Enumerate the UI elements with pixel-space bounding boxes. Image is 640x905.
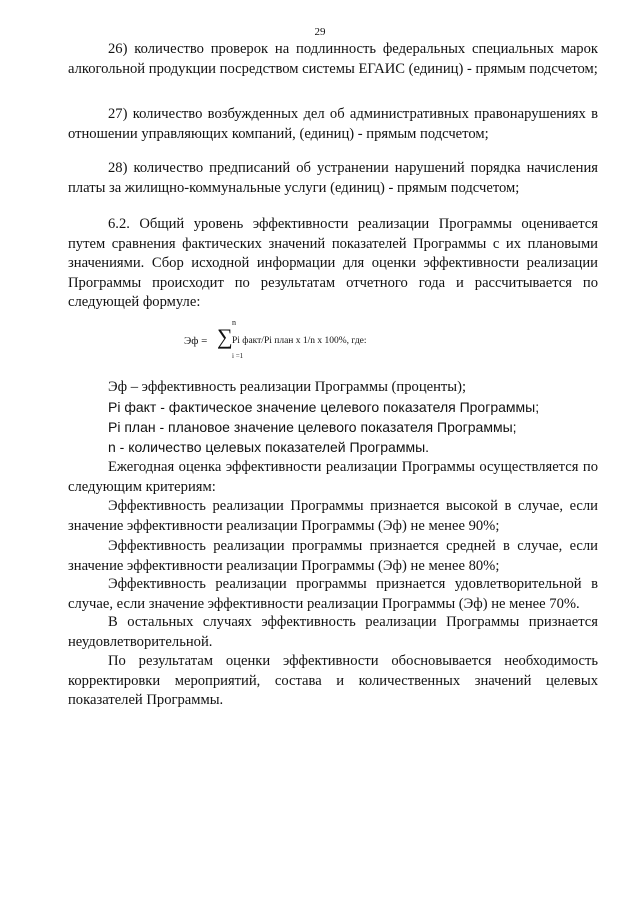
criterion-satisfactory: Эффективность реализации программы признается удовлетворительной в случае, если значение эффективности реализации Программы (Эф) не менее 70%. [68, 576, 598, 612]
definition-pi-plan: Pi план - плановое значение целевого показателя Программы; [108, 419, 517, 435]
annual-assessment: Ежегодная оценка эффективности реализации Программы осуществляется по следующим критериям: [68, 459, 598, 495]
formula-body: Pi факт/Pi план x 1/n x 100%, где: [232, 336, 367, 346]
criterion-medium: Эффективность реализации программы признается средней в случае, если значение эффективности реализации Программы (Эф) не менее 80%; [68, 538, 598, 574]
page-number: 29 [314, 26, 326, 38]
definition-pi-fact: Pi факт - фактическое значение целевого показателя Программы; [108, 399, 540, 415]
sigma-upper-limit: n [232, 318, 236, 327]
criterion-unsatisfactory: В остальных случаях эффективность реализации Программы признается неудовлетворительной. [68, 614, 598, 650]
item-26: 26) количество проверок на подлинность федеральных специальных марок алкогольной продукции посредством системы ЕГАИС (единиц) - прямым подсчетом; [68, 41, 598, 77]
conclusion-paragraph: По результатам оценки эффективности обосновывается необходимость корректировки мероприятий, состава и количественных значений целевых показателей Программы. [68, 653, 598, 708]
sigma-lower-limit: i =1 [232, 352, 244, 360]
formula-lhs: Эф = [184, 335, 208, 347]
definition-n: n - количество целевых показателей Программы. [108, 439, 430, 455]
item-27: 27) количество возбужденных дел об административных правонарушениях в отношении управляющих компаний, (единиц) - прямым подсчетом; [68, 106, 598, 142]
section-6-2-paragraph: 6.2. Общий уровень эффективности реализации Программы оценивается путем сравнения фактических значений показателей Программы с их плановыми значениями. Сбор исходной информации для оценки эффективности реализации Программы происходит по результатам отчетного года и рассчитывается по следующей формуле: [68, 216, 598, 310]
definition-ef: Эф – эффективность реализации Программы (проценты); [108, 379, 467, 395]
efficiency-formula [184, 318, 444, 364]
criterion-high: Эффективность реализации Программы признается высокой в случае, если значение эффективности реализации Программы (Эф) не менее 90%; [68, 498, 598, 534]
item-28: 28) количество предписаний об устранении нарушений порядка начисления платы за жилищно-коммунальные услуги (единиц) - прямым подсчетом; [68, 160, 598, 196]
sigma-symbol: ∑ [217, 324, 233, 349]
